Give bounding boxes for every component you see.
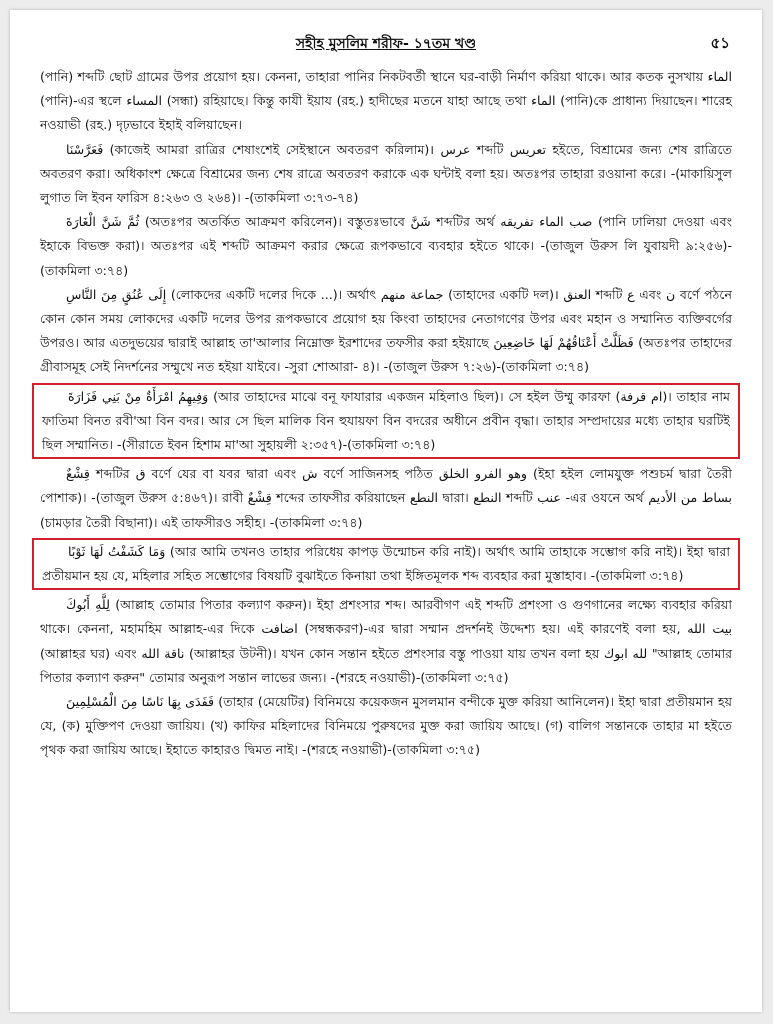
paragraph-shanna-al-ghara: ثُمَّ شَنَّ الْغَارَةَ (অতঃপর অতর্কিত আক্রমণ করিলেন)। বস্তুতঃভাবে شَنَّ শব্দটির অর্থ صب الماء تفريقه (পানি ঢালিয়া দেওয়া এবং ইহাকে বিভক্ত করা)। অতঃপর এই শব্দটি আক্রমণ করার ক্ষেত্রে রূপকভাবে ব্যবহার হইতে থাকে। -(তাজুল উরুস লি যুবায়দী ৯:২৫৬)-(তাকমিলা ৩:৭৪) xyxy=(40,214,732,278)
highlight-box-1 xyxy=(32,383,740,460)
paragraph-qish: قِشْعٌ শব্দটির ق বর্ণে যের বা যবর দ্বারা এবং ش বর্ণে সাজিনসহ পঠিত وهو الفرو الخلق (ইহা হইল লোমযুক্ত পশুচর্ম দ্বারা তৈরী পোশাক)। -(তাজুল উরুস ৫:৪৬৭)। রাবী قِشْعٌ শব্দের তাফসীর করিয়াছেন النطع দ্বারা। النطع শব্দটি عنب -এর ওযনে অর্থ بساط من الأديم (চামড়ার তৈরী বিছানা)। এই তাফসীরও সহীহ। -(তাকমিলা ৩:৭৪) xyxy=(40,466,732,530)
paragraph-umm-qirfa: وَفِيهِمُ امْرَأَةٌ مِنْ بَنِي فَزَارَةَ (আর তাহাদের মাঝে বনূ ফাযারার একজন মহিলাও ছিল)। সে হইল উম্মু কারফা (ام قرفة)। তাহার নাম ফাতিমা বিনত রবী'আ বিন বদর। আর সে ছিল মালিক বিন হুযায়ফা বিন বদরের অধীনে প্রবীন বৃদ্ধা। তাহার সম্প্রদায়ের মধ্যে তাহার ঘরটিই ছিল সম্মানিত। -(সীরাতে ইবন হিশাম মা'আ সুহায়লী ২:৩৫৭)-(তাকমিলা ৩:৭৪) xyxy=(42,388,730,453)
paragraph-ma-kashaftu: وَمَا كَشَفْتُ لَهَا ثَوْبًا (আর আমি তখনও তাহার পরিধেয় কাপড় উন্মোচন করি নাই)। অর্থাৎ আমি তাহাকে সম্ভোগ করি নাই)। ইহা দ্বারা প্রতীয়মান হয় যে, মহিলার সহিত সম্ভোগের বিষয়টি বুঝাইতে কিনায়া তথা ইঙ্গিতমূলক শব্দ ব্যবহার করা মুস্তাহাব। -(তাকমিলা ৩:৭৪) xyxy=(42,543,730,584)
paragraph-unuq: إِلَى عُنُقٍ مِنَ النَّاسِ (লোকদের একটি দলের দিকে ...)। অর্থাৎ جماعة منهم (তাহাদের একটি দল)। العنق শব্দটি ع এবং ن বর্ণে পঠনে কোন কোন সময় লোকদের একটি দলের উপর রূপকভাবে প্রয়োগ হয় কিংবা তাহাদের নেতাগণের উপর এবং মহান ও সম্মানিত ব্যক্তিবর্গের উপরও। আর এতদুভয়ের দ্বারাই আল্লাহ তা'আলার নিম্নোক্ত ইরশাদের তফসীর করা হইয়াছে فَظَلَّتْ أَعْنَاقُهُمْ لَهَا خَاضِعِينَ (অতঃপর তাহাদের গ্রীবাসমূহ সেই নিদর্শনের সম্মুখে নত হইয়া যাইবে। -সুরা শোআরা- ৪)। -(তাজুল উরুস ৭:২৬)-(তাকমিলা ৩:৭৪) xyxy=(40,286,732,375)
page-number: ৫১ xyxy=(710,34,730,52)
paragraph-lillahi-abuka: لِلَّهِ أَبُوكَ (আল্লাহ তোমার পিতার কল্যাণ করুন)। ইহা প্রশংসার শব্দ। আরবীগণ এই শব্দটি প্রশংসা ও গুণগানের লক্ষ্যে ব্যবহার করিয়া থাকে। কেননা, মহামহিম আল্লাহ-এর দিকে اضافت (সম্বন্ধকরণ)-এর দ্বারা সম্মান প্রদর্শনই উদ্দেশ্য হয়। এই কারণেই বলা হয়, بيت الله (আল্লাহর ঘর) এবং ناقة الله (আল্লাহর উটনী)। যখন কোন সন্তান হইতে প্রশংসার বস্তু পাওয়া যায় তখন বলা হয় لله ابوك "আল্লাহ তোমার পিতার কল্যাণ করুন" তোমার অনুরূপ সন্তান লাভের জন্য। -(শরহে নওয়াভী)-(তাকমিলা ৩:৭৫) xyxy=(40,597,733,685)
page-body xyxy=(40,65,732,763)
paragraph-fafada: فَفَدَى بِهَا نَاسًا مِنَ الْمُسْلِمِينَ (তাহার (মেয়েটির) বিনিময়ে কয়েকজন মুসলমান বন্দীকে মুক্ত করিয়া আনিলেন)। ইহা দ্বারা প্রতীয়মান হয় যে, (ক) মুক্তিপণ দেওয়া জায়িয। (খ) কাফির মহিলাদের বিনিময়ে পুরুষদের মুক্ত করা জায়িয আছে। (গ) বালিগ সন্তানকে তাহার মা হইতে পৃথক করা জায়িয আছে। ইহাতে কাহারও দ্বিমত নাই। -(শরহে নওয়াভী)-(তাকমিলা ৩:৭৫) xyxy=(40,694,732,758)
paragraph-continuation: (পানি) শব্দটি ছোট গ্রামের উপর প্রয়োগ হয়। কেননা, তাহারা পানির নিকটবর্তী স্থানে ঘর-বাড়ী নির্মাণ করিয়া থাকে। আর কতক নুসখায় الماء (পানি)-এর স্থলে المساء (সন্ধা) রহিয়াছে। কিন্তু কাযী ইয়ায (রহ.) হাদীছের মতনে যাহা আছে তথা الماء (পানি)কে প্রাধান্য দিয়াছেন। শারেহ নওয়াভী (রহ.) দৃঢ়ভাবে ইহাই বলিয়াছেন। xyxy=(40,69,732,133)
highlight-box-2 xyxy=(32,538,740,590)
document-page xyxy=(10,10,762,1012)
book-title: সহীহ মুসলিম শরীফ- ১৭তম খণ্ড xyxy=(295,36,477,52)
page-header xyxy=(42,32,730,56)
paragraph-faarrasna: فَعَرَّسْنَا (কাজেই আমরা রাত্রির শেষাংশেই সেইস্থানে অবতরণ করিলাম)। عرس শব্দটি تعريس হইতে, বিশ্রামের জন্য শেষ রাত্রিতে অবতরণ করা। অধিকাংশ ক্ষেত্রে বিশ্রামের জন্য শেষ রাত্রে অবতরণ করাকে এক ঘন্টাই বলা হয়। অতঃপর তাহারা রওয়ানা করে। -(মাকায়িসুল লুগাত লি ইবন ফারিস ৪:২৬৩ ও ২৬৪)। -(তাকমিলা ৩:৭৩-৭৪) xyxy=(40,141,732,206)
